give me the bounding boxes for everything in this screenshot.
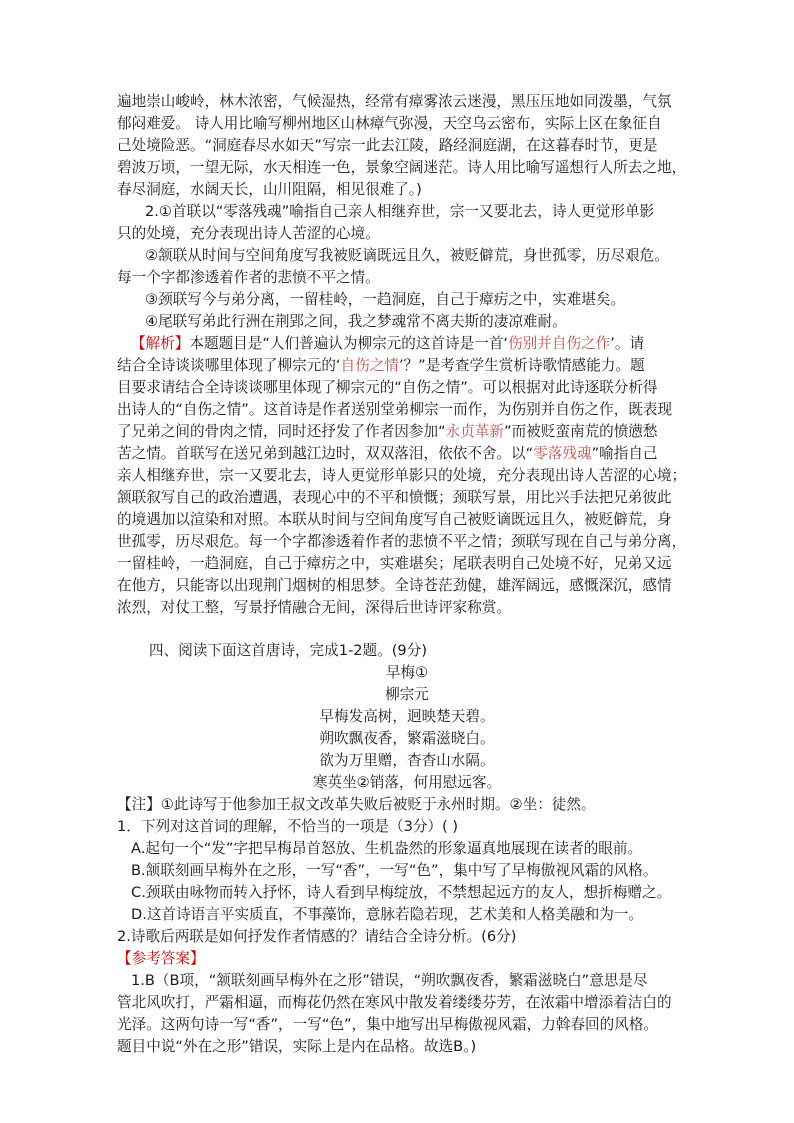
text-line: 只的处境，充分表现出诗人苦涩的心境。 [117,225,380,242]
text-line: 每一个字都渗透着作者的悲愤不平之情。 [117,269,380,286]
answer-line: 光泽。这两句诗一写“香”，一写“色”，集中地写出早梅傲视风霜，力斡春回的风格。 [117,1016,659,1033]
analysis-line: 浓烈，对仗工整，写景抒情融合无间，深得后世诗评家称赏。 [117,599,512,616]
option-b: B.颔联刻画早梅外在之形，一写“香”，一写“色”，集中写了早梅傲视风霜的风格。 [131,862,658,879]
poem-line: 寒英坐②销落，何用慰远客。 [312,774,502,791]
analysis-line: 结合全诗谈谈哪里体现了柳宗元的‘自伤之情’？”是考查学生赏析诗歌情感能力。题 [117,357,645,374]
option-a: A.起句一个“发”字把早梅昂首怒放、生机盎然的形象逼真地展现在读者的眼前。 [131,840,643,857]
poem-author: 柳宗元 [385,686,429,703]
analysis-line: 在他方，只能寄以出现荆门烟树的相思梦。全诗苍茫劲健，雄浑阔远，感慨深沉，感情 [117,577,672,594]
analysis-line: 亲人相继弃世，宗一又要北去，诗人更觉形单影只的处境，充分表现出诗人苦涩的心境； [117,467,687,484]
note-line: 【注】①此诗写于他参加王叔文改革失败后被贬于永州时期。②坐：徒然。 [117,796,596,813]
answer-line: 题目中说“外在之形”错误，实际上是内在品格。故选B。) [117,1038,477,1055]
analysis-line: 的境遇加以渲染和对照。本联从时间与空间角度写自己被贬谪既远且久，被贬僻荒，身 [117,511,672,528]
text-line: 己处境险恶。“洞庭春尽水如天”写宗一此去江陵，路经洞庭湖，在这暮春时节，更是 [117,137,658,154]
analysis-line: 了兄弟之间的骨肉之情，同时还抒发了作者因参加“永贞革新”而被贬蛮南荒的愤懑愁 [117,423,658,440]
text-line: 2.①首联以“零落残魂”喻指自己亲人相继弃世，宗一又要北去，诗人更觉形单影 [145,203,655,220]
question-1: 1．下列对这首词的理解，不恰当的一项是（3分）( ) [117,818,459,835]
analysis-tag: 【解析】 [131,335,190,352]
poem-line: 早梅发高树，迥映楚天碧。 [319,708,495,725]
text-line: 遍地崇山峻岭，林木浓密，气候湿热，经常有瘴雾浓云迷漫，黑压压地如同泼墨，气氛 [117,93,672,110]
answer-line: 1.B（B项，“颔联刻画早梅外在之形”错误，“朔吹飘夜香，繁霜滋晓白”意思是尽 [131,972,648,989]
option-d: D.这首诗语言平实质直，不事藻饰，意脉若隐若现，艺术美和人格美融和为一。 [131,906,644,923]
option-c: C.颈联由咏物而转入抒怀，诗人看到早梅绽放，不禁想起远方的友人，想折梅赠之。 [131,884,672,901]
analysis-line: 目要求请结合全诗谈谈哪里体现了柳宗元的“自伤之情”。可以根据对此诗逐联分析得 [117,379,658,396]
analysis-line: 【解析】本题题目是“人们普遍认为柳宗元的这首诗是一首‘伤别并自伤之作’。请 [131,335,645,352]
section-heading: 四、阅读下面这首唐诗，完成1-2题。(9分) [149,642,428,659]
poem-title: 早梅① [385,664,429,681]
answer-line: 管北风吹打，严霜相逼，而梅花仍然在寒风中散发着缕缕芬芳，在浓霜中增添着洁白的 [117,994,672,1011]
text-line: ④尾联写弟此行洲在荆郢之间，我之梦魂常不离夫斯的凄凉难耐。 [145,313,567,330]
analysis-line: 苦之情。首联写在送兄弟到越江边时，双双落泪，依依不舍。以“零落残魂”喻指自己 [117,445,658,462]
analysis-line: 世孤零，历尽艰危。每一个字都渗透着作者的悲愤不平之情；颈联写现在自己与弟分离， [117,533,687,550]
text-line: 郁闷难爱。 诗人用比喻写柳州地区山林瘴气弥漫，天空乌云密布，实际上区在象征自 [117,115,662,132]
poem-line: 欲为万里赠，杳杳山水隔。 [319,752,495,769]
text-line: ③颈联写今与弟分离，一留桂岭，一趋洞庭，自己于瘴疠之中，实难堪矣。 [145,291,626,308]
text-line: ②颔联从时间与空间角度写我被贬谪既远且久，被贬僻荒，身世孤零，历尽艰危。 [145,247,669,264]
analysis-line: 出诗人的“自伤之情”。这首诗是作者送别堂弟柳宗一而作，为伤别并自伤之作，既表现 [117,401,673,418]
poem-line: 朔吹飘夜香，繁霜滋晓白。 [319,730,495,747]
analysis-line: 一留桂岭，一趋洞庭，自己于瘴疠之中，实难堪矣；尾联表明自己处境不好，兄弟又远 [117,555,672,572]
text-line: 春尽洞庭，水阔天长，山川阻隔，相见很难了。) [117,181,422,198]
reference-answer-tag: 【参考答案】 [117,950,205,967]
analysis-line: 颔联叙写自己的政治遭遇，表现心中的不平和愤慨；颈联写景，用比兴手法把兄弟彼此 [117,489,672,506]
question-2: 2.诗歌后两联是如何抒发作者情感的？请结合全诗分析。(6分) [117,928,517,945]
text-line: 碧波万顷，一望无际，水天相连一色，景象空阔迷茫。诗人用比喻写遥想行人所去之地， [117,159,687,176]
